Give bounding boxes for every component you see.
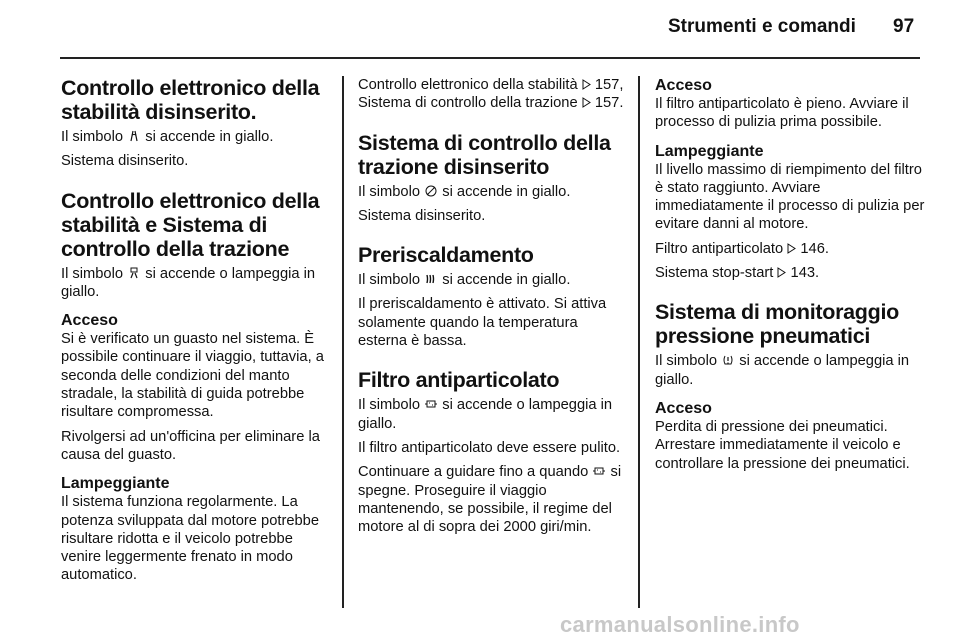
- section-title-preheat: Preriscaldamento: [358, 243, 534, 268]
- paragraph: Si è verificato un guasto nel sistema. È possibile continuare il viaggio, tuttavia, a seconda delle condizioni del manto stradale, la stabilità di guida potrebbe risultare compromessa.: [61, 331, 324, 421]
- page-reference-arrow-icon: [787, 243, 796, 254]
- subsection-title: Acceso: [655, 77, 712, 94]
- section-title-esc-tc: Controllo elettronico della stabilità e Sistema di controllo della trazione: [61, 188, 320, 261]
- paragraph: Filtro antiparticolato 146.: [655, 240, 829, 257]
- column-1: [61, 76, 329, 591]
- header-divider: [60, 57, 920, 59]
- tire-pressure-icon: [722, 354, 734, 366]
- paragraph: Sistema stop-start 143.: [655, 265, 820, 282]
- glow-plug-icon: [425, 273, 437, 285]
- paragraph: Il preriscaldamento è attivato. Si attiva solamente quando la temperatura esterna è bassa.: [358, 296, 607, 350]
- page-reference-arrow-icon: [777, 267, 786, 278]
- column-3: [655, 76, 925, 479]
- esc-off-icon: [128, 130, 140, 142]
- page-number: 97: [893, 16, 915, 37]
- paragraph: Sistema disinserito.: [358, 207, 486, 224]
- section-title-esc-off: Controllo elettronico della stabilità disinserito.: [61, 76, 320, 124]
- paragraph: Il simbolo si accende in giallo.: [61, 129, 274, 145]
- paragraph: Sistema disinserito.: [61, 153, 189, 170]
- paragraph: Controllo elettronico della stabilità 157, Sistema di controllo della trazione 157.: [358, 77, 624, 112]
- paragraph: Continuare a guidare fino a quando si spegne. Proseguire il viaggio mantenendo, se possibile, il regime del motore al di sopra dei 2000 giri/min.: [358, 464, 622, 536]
- paragraph: Rivolgersi ad un'officina per eliminare la causa del guasto.: [61, 428, 320, 463]
- subsection-title: Lampeggiante: [655, 142, 764, 160]
- subsection-title: Acceso: [655, 399, 712, 417]
- paragraph: Il simbolo si accende o lampeggia in giallo.: [655, 353, 910, 388]
- page-header-title: Strumenti e comandi: [668, 16, 856, 37]
- paragraph: Il simbolo si accende in giallo.: [358, 183, 571, 200]
- paragraph: Il simbolo si accende o lampeggia in giallo.: [358, 397, 613, 432]
- esc-tc-icon: [128, 267, 140, 279]
- section-title-tpms: Sistema di monitoraggio pressione pneumatici: [655, 300, 899, 349]
- section-title-tc-off: Sistema di controllo della trazione disinserito: [358, 130, 611, 179]
- paragraph: Il filtro antiparticolato è pieno. Avviare il processo di pulizia prima possibile.: [655, 96, 909, 131]
- subsection-title: Lampeggiante: [61, 475, 170, 493]
- paragraph: Il livello massimo di riempimento del filtro è stato raggiunto. Avviare immediatamente il processo di pulizia per evitare danni al motore.: [655, 161, 925, 233]
- particulate-filter-icon: [425, 398, 437, 410]
- page-reference-arrow-icon: [582, 79, 591, 90]
- tc-off-icon: [425, 185, 437, 197]
- particulate-filter-icon: [593, 465, 605, 477]
- subsection-title: Acceso: [61, 312, 118, 330]
- paragraph: Il sistema funziona regolarmente. La potenza sviluppata dal motore potrebbe risultare ridotta e il veicolo potrebbe venire leggermente frenato in modo automatico.: [61, 494, 320, 584]
- section-title-dpf: Filtro antiparticolato: [358, 368, 560, 393]
- column-divider-2: [638, 76, 640, 608]
- page-reference-arrow-icon: [582, 97, 591, 108]
- watermark: carmanualsonline.info: [560, 612, 800, 637]
- column-2: [358, 76, 628, 542]
- paragraph: Perdita di pressione dei pneumatici. Arrestare immediatamente il veicolo e controllare la pressione dei pneumatici.: [655, 418, 910, 472]
- column-divider-1: [342, 76, 344, 608]
- paragraph: Il simbolo si accende o lampeggia in giallo.: [61, 265, 316, 300]
- paragraph: Il simbolo si accende in giallo.: [358, 272, 571, 289]
- paragraph: Il filtro antiparticolato deve essere pulito.: [358, 439, 621, 456]
